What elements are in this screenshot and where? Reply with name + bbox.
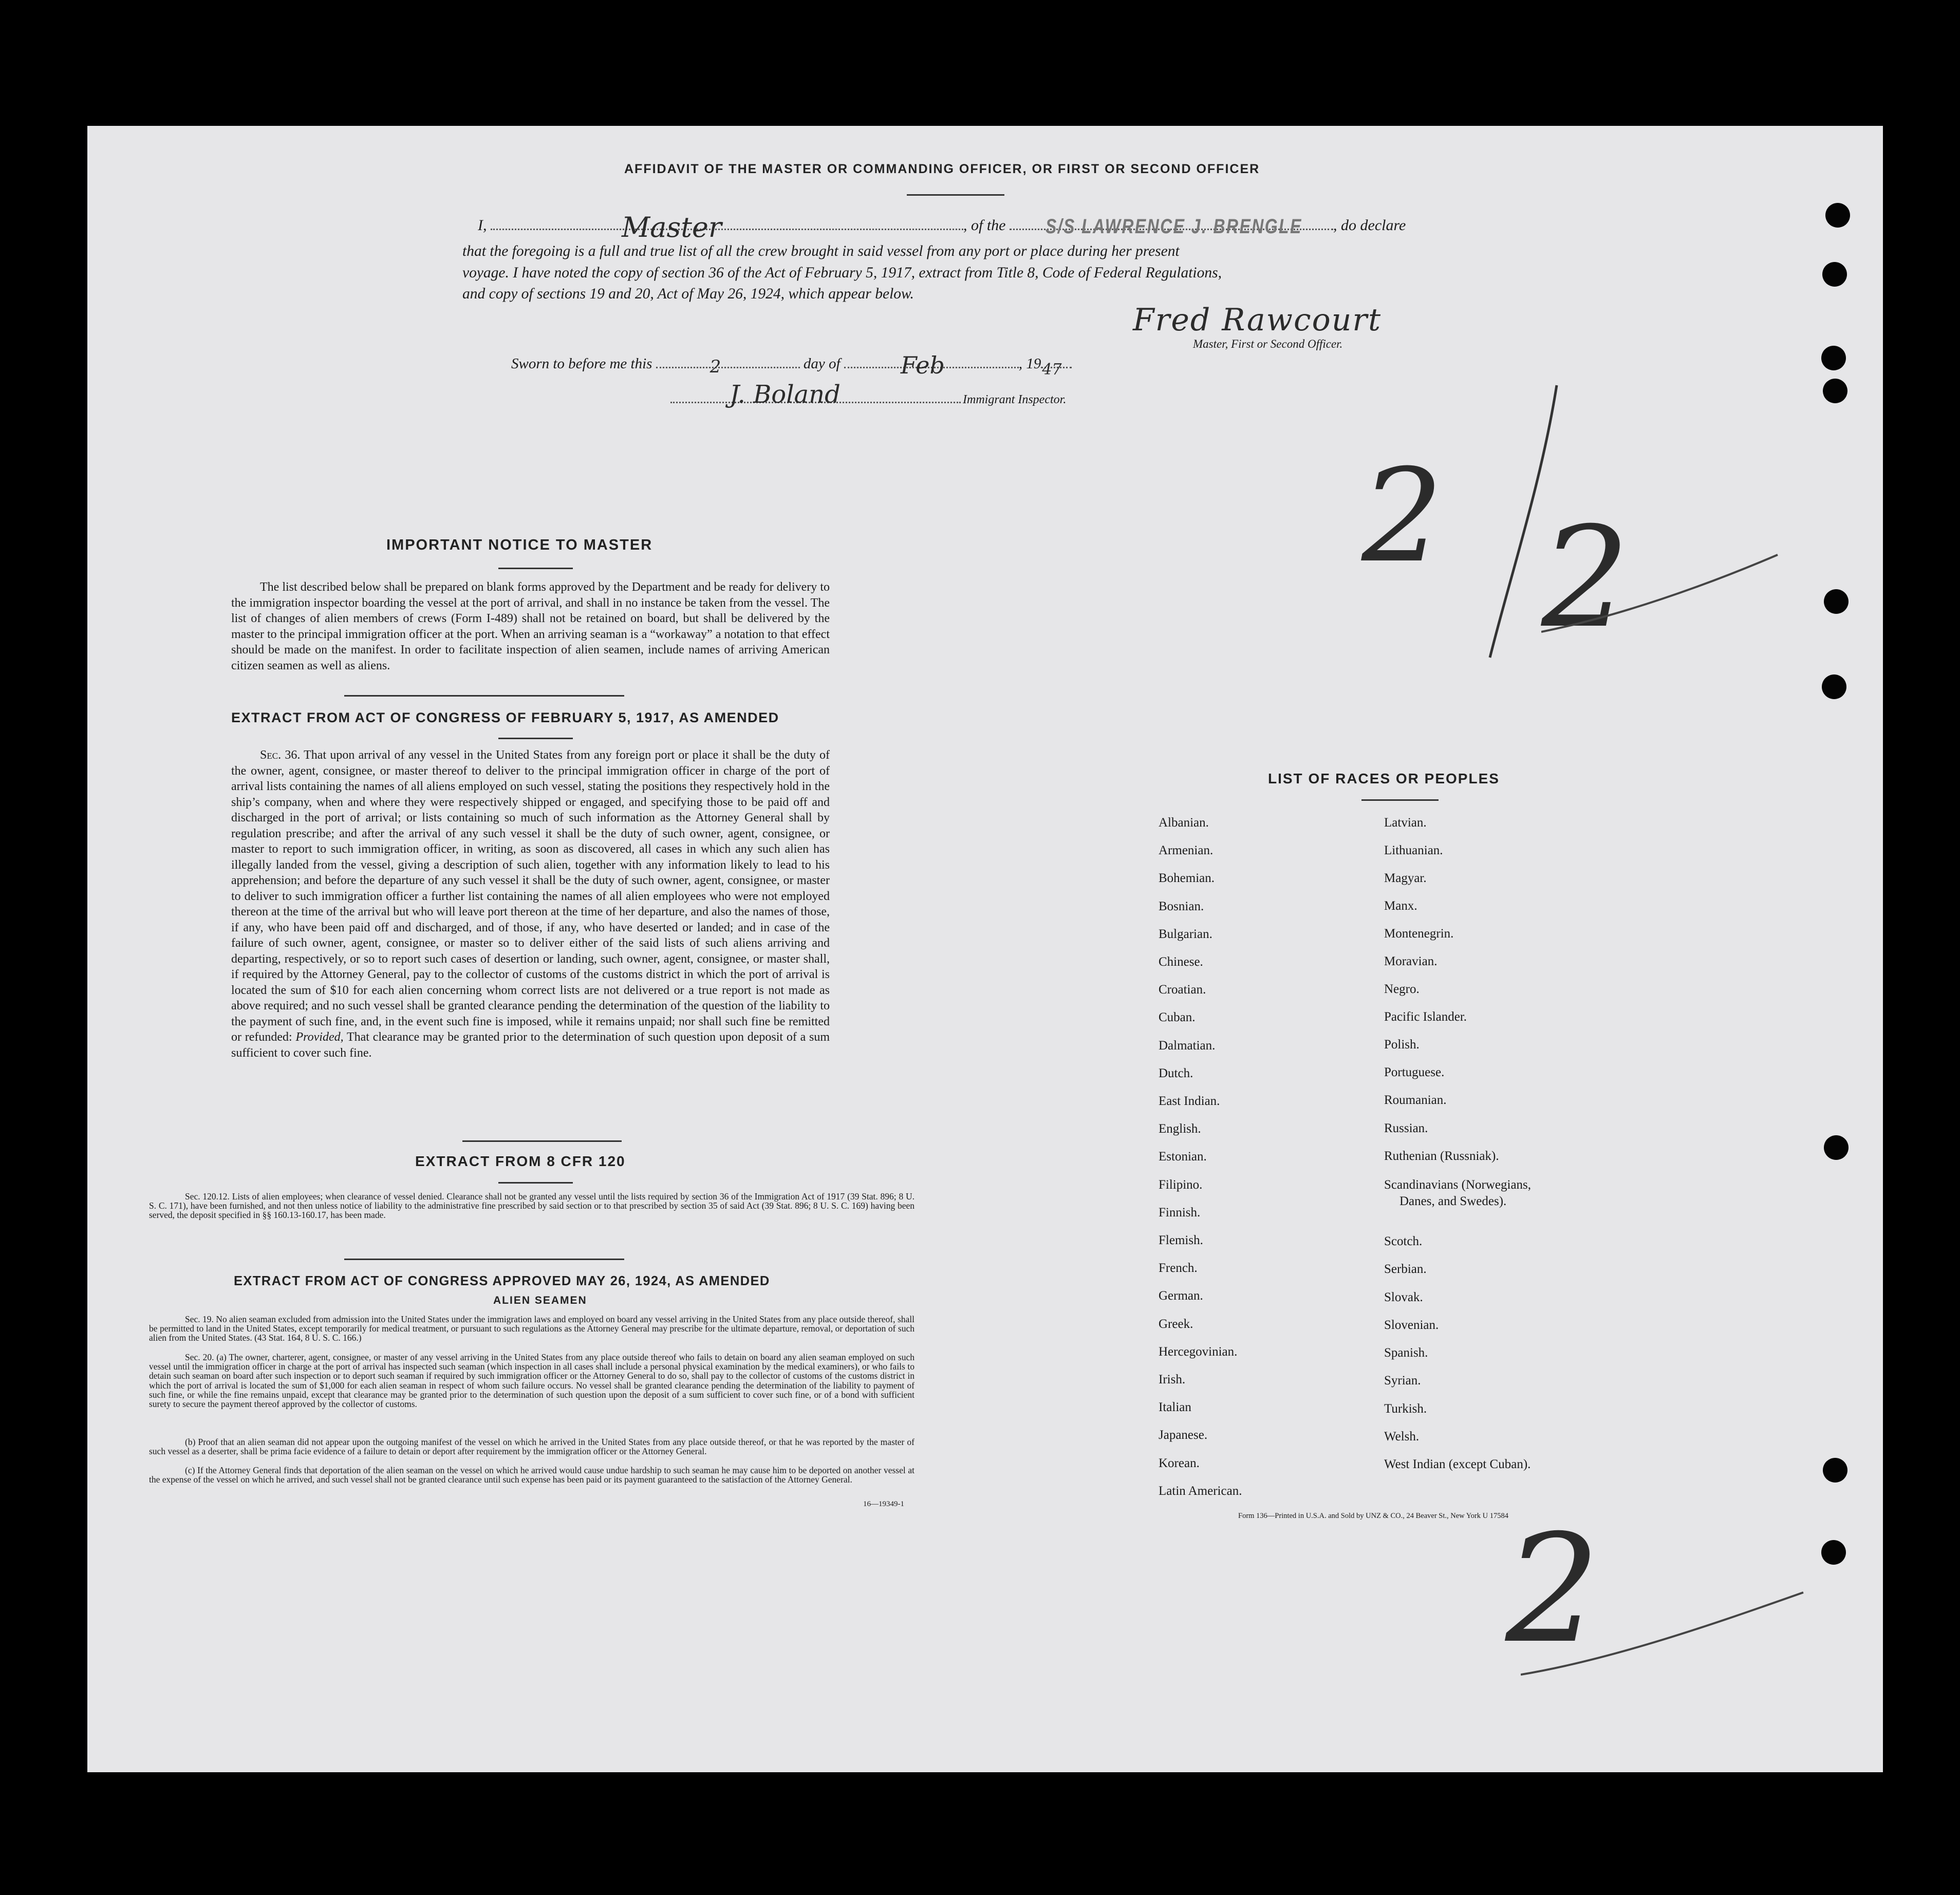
race-item: Moravian. [1384, 954, 1438, 968]
race-item: Roumanian. [1384, 1093, 1447, 1107]
handwritten-two-top: 2 [1361, 441, 1444, 591]
race-item: Latvian. [1384, 816, 1427, 830]
month-field [844, 351, 1019, 379]
day-field [656, 357, 800, 377]
races-title: LIST OF RACES OR PEOPLES [1268, 771, 1500, 786]
day-of-text: day of [803, 355, 841, 372]
handwritten-stroke [1541, 545, 1783, 637]
form-code: 16—19349-1 [863, 1500, 904, 1508]
race-item: Bulgarian. [1159, 927, 1212, 941]
section-number: Sec. 36. [260, 748, 301, 762]
year-field [1041, 361, 1072, 379]
punch-hole [1825, 203, 1850, 228]
master-field [491, 211, 963, 243]
race-item: Albanian. [1159, 816, 1209, 830]
inspector-field [670, 380, 961, 409]
race-item: Dutch. [1159, 1066, 1193, 1080]
section-rule [498, 1182, 573, 1184]
extract-cfr-title: EXTRACT FROM 8 CFR 120 [415, 1153, 626, 1169]
race-item: Scandinavians (Norwegians, [1384, 1178, 1532, 1192]
inspector-signature: J. Boland [730, 380, 841, 409]
race-item: Flemish. [1159, 1233, 1203, 1247]
year-handwriting: 47 [1042, 361, 1062, 379]
race-item: English. [1159, 1122, 1201, 1136]
vessel-name-stamp: S/S LAWRENCE J. BRENGLE [1046, 215, 1302, 238]
punch-hole [1821, 346, 1846, 370]
race-item: Finnish. [1159, 1205, 1201, 1219]
section-rule [344, 695, 624, 697]
master-signature: Fred Rawcourt [1133, 302, 1382, 338]
race-item: Russian. [1384, 1121, 1428, 1135]
sworn-line [511, 351, 1072, 379]
race-item: Hercegovinian. [1159, 1344, 1238, 1359]
race-item: Scotch. [1384, 1234, 1423, 1248]
race-item: Manx. [1384, 899, 1417, 913]
affidavit-of-the: , of the [963, 217, 1006, 234]
affidavit-declare: , do declare [1333, 217, 1406, 234]
race-item: French. [1159, 1261, 1198, 1275]
extract-1924-title: EXTRACT FROM ACT OF CONGRESS APPROVED MAY 26, 1924, AS AMENDED [234, 1274, 770, 1288]
inspector-line [670, 380, 1067, 409]
race-item: Chinese. [1159, 955, 1203, 969]
punch-hole [1823, 1458, 1847, 1483]
race-item: Filipino. [1159, 1177, 1203, 1192]
race-item: Korean. [1159, 1456, 1200, 1470]
master-handwriting: Master [622, 211, 722, 243]
race-item: Polish. [1384, 1038, 1420, 1052]
race-item: Magyar. [1384, 871, 1427, 885]
punch-hole [1824, 1135, 1849, 1160]
race-item: Bosnian. [1159, 899, 1204, 913]
races-rule [1361, 799, 1439, 801]
race-item: Serbian. [1384, 1262, 1427, 1276]
race-item: Greek. [1159, 1317, 1193, 1331]
punch-hole [1824, 589, 1849, 614]
extract-1917-title: EXTRACT FROM ACT OF CONGRESS OF FEBRUARY 5, 1917, AS AMENDED [231, 710, 779, 725]
race-item: Bohemian. [1159, 871, 1215, 886]
notice-title: IMPORTANT NOTICE TO MASTER [386, 537, 653, 553]
race-item: Turkish. [1384, 1402, 1427, 1416]
handwritten-bottom-numeral: 2 [1505, 1503, 1600, 1676]
section-36-text: That upon arrival of any vessel in the United States from any foreign port or place it shall be the duty of the owner, agent, consignee, or master thereof to deliver to the principal immigration officer in charge of the port of arrival lists containing the names of all aliens employed on such vessel, stating the positions they respectively hold in the ship’s company, when and where they were respectively shipped or engaged, and specifying those to be paid off and discharged in the port of arrival; or lists containing so much of such information as the Attorney General shall by regulation prescribe; and after the arrival of any such vessel it shall be the duty of such owner, agent, consignee, or master to report to such immigration officer, in writing, as soon as discovered, all cases in which any such alien has illegally landed from the vessel, giving a description of such alien, together with any information likely to lead to his apprehension; and before the departure of any such vessel it shall be the duty of such owner, agent, consignee, or master to deliver to such immigration officer a further list containing the names of all alien employees who were not employed thereon at the time of the arrival but who will leave port thereon at the time of her departure, and also the names of those, if any, who have been paid off and discharged, and of those, if any, who have deserted or landed; and in case of the failure of such owner, agent, consignee, or master so to deliver either of the said lists of such aliens arriving and departing, respectively, or so to report such cases of desertion or landing, such owner, agent, consignee, or master shall, if required by the Attorney General, pay to the collector of customs of the customs district in which the port of arrival is located the sum of $10 for each alien concerning whom correct lists are not delivered or a true report is not made as above required; and no such vessel shall be granted clearance pending the determination of the question of the liability to the payment of such fine, and, in the event such fine is imposed, while it remains unpaid; nor shall such fine be remitted or refunded: [231, 748, 830, 1044]
punch-hole [1821, 1540, 1846, 1565]
race-item: Danes, and Swedes). [1399, 1194, 1507, 1208]
month-handwriting: Feb [900, 351, 945, 379]
race-item: Montenegrin. [1384, 927, 1454, 941]
proviso-text: That clearance may be granted prior to the determination of such question upon deposit of a sum sufficient to cover such fine. [231, 1030, 830, 1060]
race-item: Dalmatian. [1159, 1038, 1216, 1053]
affidavit-line-4: and copy of sections 19 and 20, Act of May 26, 1924, which appear below. [462, 286, 914, 302]
punch-hole [1823, 379, 1847, 403]
punch-hole [1822, 674, 1846, 699]
vessel-field [1010, 215, 1333, 238]
race-item: Irish. [1159, 1373, 1186, 1386]
race-item: West Indian (except Cuban). [1384, 1457, 1531, 1471]
extract-1924-subtitle: ALIEN SEAMEN [493, 1294, 587, 1306]
affidavit-i: I, [478, 217, 487, 234]
day-handwriting: 2 [710, 357, 721, 377]
year-prefix: , 19 [1018, 355, 1041, 372]
printer-line: Form 136—Printed in U.S.A. and Sold by UNZ & CO., 24 Beaver St., New York U 17584 [1238, 1512, 1509, 1520]
extract-1917-body [231, 747, 830, 1061]
sworn-text: Sworn to before me this [511, 355, 652, 372]
notice-body: The list described below shall be prepared on blank forms approved by the Department and be ready for delivery to the immigration inspector boarding the vessel at the port of arrival, and shall in no instance be taken from the vessel. The list of changes of alien members of crews (Form I-489) shall not be retained on board, but shall be delivered by the master to the principal immigration officer at the port. When an arriving seaman is a “workaway” a notation to that effect should be made on the manifest. In order to facilitate inspection of alien seamen, include names of arriving American citizen seamen as well as aliens. [231, 580, 830, 672]
title-rule [907, 194, 1004, 196]
section-rule [498, 738, 573, 739]
race-item: Pacific Islander. [1384, 1010, 1467, 1024]
race-item: Slovak. [1384, 1290, 1423, 1304]
handwritten-two-bottom: 2 [1541, 497, 1630, 659]
race-item: Ruthenian (Russniak). [1384, 1149, 1499, 1163]
race-item: Croatian. [1159, 983, 1206, 997]
section-rule [462, 1140, 622, 1142]
affidavit-title: AFFIDAVIT OF THE MASTER OR COMMANDING OFFICER, OR FIRST OR SECOND OFFICER [624, 162, 1260, 176]
race-item: Estonian. [1159, 1150, 1207, 1164]
section-rule [344, 1259, 624, 1260]
proviso-word: Provided, [295, 1030, 344, 1044]
race-item: Portuguese. [1384, 1065, 1445, 1079]
race-item: Syrian. [1384, 1374, 1421, 1387]
race-item: Japanese. [1159, 1428, 1208, 1442]
master-caption: Master, First or Second Officer. [1193, 337, 1343, 350]
race-item: Latin American. [1159, 1484, 1242, 1498]
extract-1924-sec20a: Sec. 20. (a) The owner, charterer, agent, consignee, or master of any vessel arriving in the United States from any place outside thereof who fails to detain on board any alien seaman employed on such vessel until the immigration officer in charge at the port of arrival has inspected such seaman (which inspection in all cases shall include a personal physical examination by the medical examiners), or who fails to detain such seaman on board after such inspection or to deport such seaman if required by such immigration officer or the Attorney General to do so, shall pay to the collector of customs of the customs district in which the port of arrival is located the sum of $1,000 for each alien seaman in respect of whom such failure occurs. No vessel shall be granted clearance pending the determination of the liability to payment of such fine, or while the fine remains unpaid, except that clearance may be granted prior to the determination of such question upon the deposit of a sum sufficient to cover such fine, or of a bond with sufficient surety to secure the payment thereof approved by the collector of customs. [149, 1352, 914, 1410]
extract-1924-sec20c: (c) If the Attorney General finds that deportation of the alien seaman on the vessel on which he arrived would cause undue hardship to such seaman he may cause him to be deported on another vessel at the expense of the vessel on which he arrived, and such vessel shall not be granted clearance until such expense has been paid or its payment guaranteed to the satisfaction of the Attorney General. [149, 1465, 914, 1485]
race-item: Armenian. [1159, 843, 1214, 858]
race-item: Slovenian. [1384, 1318, 1439, 1332]
extract-cfr-body: Sec. 120.12. Lists of alien employees; when clearance of vessel denied. Clearance shall not be granted any vessel until the lists required by section 36 of the Immigration Act of 1917 (39 Stat. 896; 8 U. S. C. 171), have been furnished, and not then unless notice of liability to the administrative fine prescribed by said section or to that prescribed by section 35 of said Act (39 Stat. 896; 8 U. S. C. 169) having been served, the deposit specified in §§ 160.13-160.17, has been made. [149, 1191, 914, 1221]
race-item: Cuban. [1159, 1010, 1196, 1025]
extract-1924-sec20b: (b) Proof that an alien seaman did not appear upon the outgoing manifest of the vessel on which he arrived in the United States from any place outside thereof, or that he was reported by the master of such vessel as a deserter, shall be prima facie evidence of a failure to detain or deport after requirement by the immigration officer or the Attorney General. [149, 1437, 914, 1457]
race-item: Spanish. [1384, 1346, 1428, 1360]
race-item: Welsh. [1384, 1430, 1420, 1443]
race-item: Italian [1159, 1400, 1191, 1415]
notice-rule [498, 568, 573, 569]
extract-1924-sec19: Sec. 19. No alien seaman excluded from admission into the United States under the immigration laws and employed on board any vessel arriving in the United States from any place outside thereof, shall be permitted to land in the United States, except temporarily for medical treatment, or pursuant to such regulations as the Attorney General may prescribe for the ultimate departure, removal, or deportation of such alien from the United States. (43 Stat. 164, 8 U. S. C. 166.) [149, 1314, 914, 1343]
affidavit-line-2: that the foregoing is a full and true list of all the crew brought in said vessel from any port or place during her present [462, 243, 1180, 259]
race-item: Lithuanian. [1384, 843, 1443, 857]
punch-hole [1822, 262, 1847, 287]
race-item: German. [1159, 1289, 1203, 1303]
inspector-caption: Immigrant Inspector. [963, 393, 1067, 406]
affidavit-line-3: voyage. I have noted the copy of section 36 of the Act of February 5, 1917, extract from Title 8, Code of Federal Regulations, [462, 265, 1222, 281]
affidavit-line-1 [478, 211, 1406, 243]
race-item: East Indian. [1159, 1094, 1220, 1108]
race-item: Negro. [1384, 982, 1420, 996]
handwritten-stroke-bottom [1521, 1582, 1808, 1685]
